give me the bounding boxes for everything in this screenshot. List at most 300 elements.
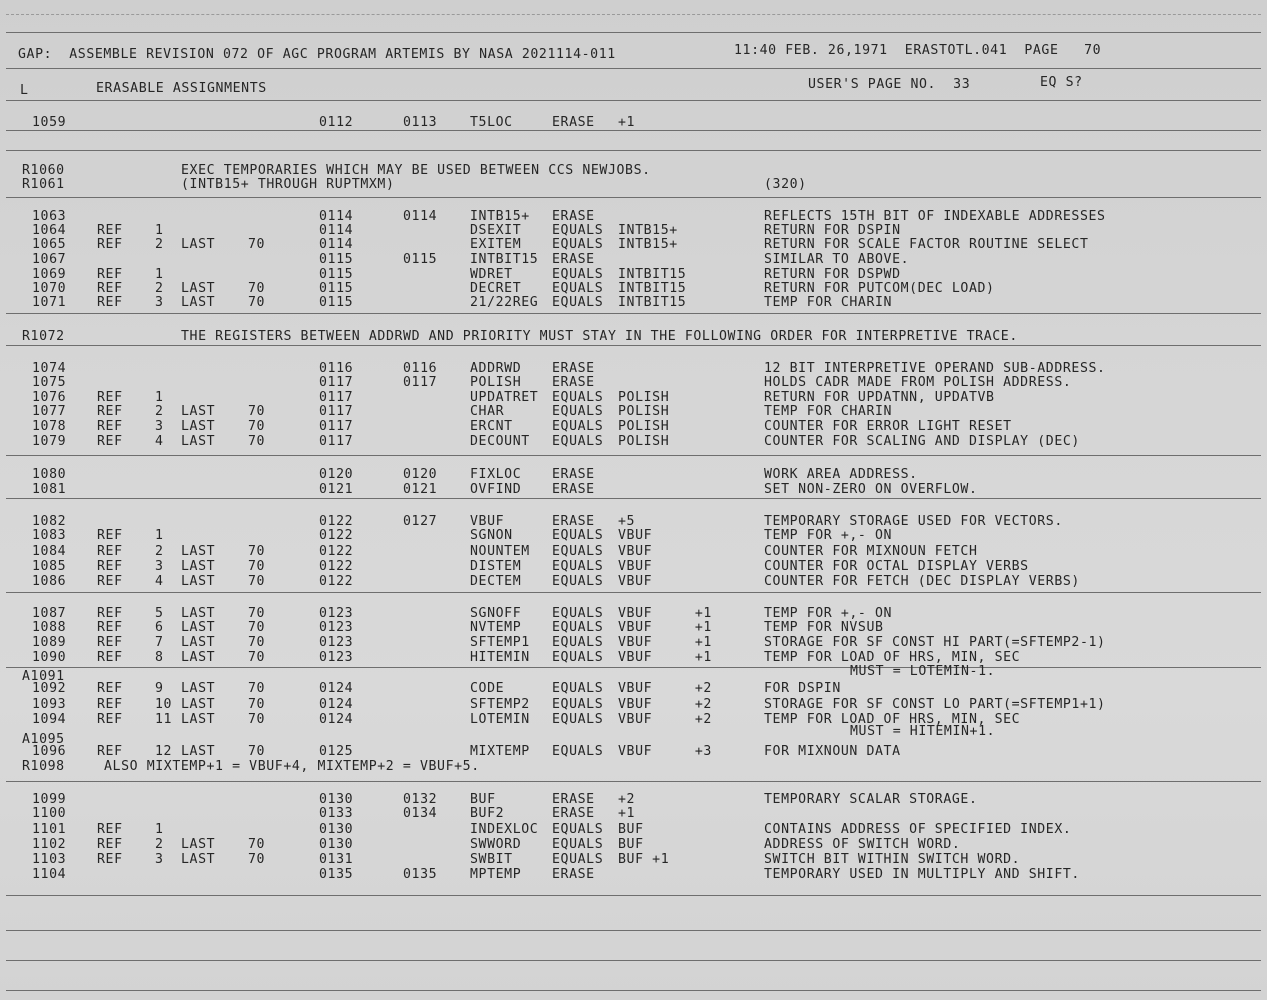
line-number: 1082 — [32, 514, 67, 529]
last-page: 70 — [248, 419, 266, 434]
address-end: 0116 — [403, 361, 438, 376]
last-label: LAST — [181, 419, 216, 434]
opcode: EQUALS — [552, 544, 604, 559]
ref-label: REF — [97, 559, 123, 574]
operand: BUF — [618, 837, 644, 852]
operand: +5 — [618, 514, 636, 529]
symbol: ADDRWD — [470, 361, 522, 376]
line-number: 1065 — [32, 237, 67, 252]
ref-label: REF — [97, 404, 123, 419]
opcode: EQUALS — [552, 681, 604, 696]
operand: VBUF +1 — [618, 606, 712, 621]
opcode: ERASE — [552, 806, 595, 821]
symbol: BUF — [470, 792, 496, 807]
address-end: 0121 — [403, 482, 438, 497]
ref-label: REF — [97, 822, 123, 837]
remark-text: THE REGISTERS BETWEEN ADDRWD AND PRIORITY MUST STAY IN THE FOLLOWING ORDER FOR INTERPRETIVE TRACE. — [181, 329, 1018, 344]
opcode: EQUALS — [552, 837, 604, 852]
opcode: ERASE — [552, 514, 595, 529]
last-page: 70 — [248, 281, 266, 296]
line-comment: TEMP FOR LOAD OF HRS, MIN, SEC — [764, 712, 1021, 727]
ref-count: 4 — [155, 574, 164, 589]
symbol: MPTEMP — [470, 867, 522, 882]
line-number: 1077 — [32, 404, 67, 419]
opcode: EQUALS — [552, 419, 604, 434]
last-page: 70 — [248, 574, 266, 589]
section-title: ERASABLE ASSIGNMENTS — [96, 81, 267, 96]
line-number: 1067 — [32, 252, 67, 267]
ref-count: 2 — [155, 281, 164, 296]
operand: VBUF +3 — [618, 744, 712, 759]
line-comment: RETURN FOR DSPWD — [764, 267, 901, 282]
line-comment: TEMP FOR LOAD OF HRS, MIN, SEC — [764, 650, 1021, 665]
line-number: 1069 — [32, 267, 67, 282]
line-number: 1080 — [32, 467, 67, 482]
line-comment: CONTAINS ADDRESS OF SPECIFIED INDEX. — [764, 822, 1072, 837]
last-label: LAST — [181, 635, 216, 650]
operand: VBUF — [618, 528, 653, 543]
line-number: 1078 — [32, 419, 67, 434]
last-label: LAST — [181, 744, 216, 759]
opcode: EQUALS — [552, 528, 604, 543]
ref-count: 3 — [155, 852, 164, 867]
opcode: ERASE — [552, 867, 595, 882]
symbol: BUF2 — [470, 806, 505, 821]
line-number: A1095 — [22, 732, 65, 747]
header-title: GAP: ASSEMBLE REVISION 072 OF AGC PROGRAM ARTEMIS BY NASA 2021114-011 — [18, 47, 616, 62]
ruled-line — [6, 68, 1261, 69]
listing-type: L — [20, 83, 29, 98]
opcode: EQUALS — [552, 559, 604, 574]
opcode: EQUALS — [552, 223, 604, 238]
address: 0115 — [319, 281, 354, 296]
address: 0116 — [319, 361, 354, 376]
line-number: 1074 — [32, 361, 67, 376]
address-end: 0132 — [403, 792, 438, 807]
ruled-line — [6, 150, 1261, 151]
ruled-line — [6, 100, 1261, 101]
address: 0123 — [319, 606, 354, 621]
opcode: ERASE — [552, 482, 595, 497]
ruled-line — [6, 960, 1261, 961]
address: 0117 — [319, 375, 354, 390]
ref-count: 5 — [155, 606, 164, 621]
operand: INTB15+ — [618, 223, 678, 238]
line-comment: RETURN FOR DSPIN — [764, 223, 901, 238]
opcode: ERASE — [552, 375, 595, 390]
line-number: 1101 — [32, 822, 67, 837]
line-comment: HOLDS CADR MADE FROM POLISH ADDRESS. — [764, 375, 1072, 390]
line-comment: SET NON-ZERO ON OVERFLOW. — [764, 482, 978, 497]
ref-label: REF — [97, 620, 123, 635]
operand: POLISH — [618, 434, 670, 449]
last-page: 70 — [248, 544, 266, 559]
address: 0112 — [319, 115, 354, 130]
symbol: WDRET — [470, 267, 513, 282]
address: 0122 — [319, 544, 354, 559]
ref-count: 2 — [155, 237, 164, 252]
line-number: 1092 — [32, 681, 67, 696]
line-comment: TEMP FOR +,- ON — [764, 528, 893, 543]
ref-count: 12 — [155, 744, 173, 759]
address: 0122 — [319, 528, 354, 543]
ref-label: REF — [97, 419, 123, 434]
line-number: 1075 — [32, 375, 67, 390]
ruled-line — [6, 781, 1261, 782]
remark-text: (INTB15+ THROUGH RUPTMXM) — [181, 177, 395, 192]
ruled-line — [6, 930, 1261, 931]
line-number: R1098 — [22, 759, 65, 774]
operand: POLISH — [618, 390, 670, 405]
line-number: R1060 — [22, 163, 65, 178]
line-number: 1071 — [32, 295, 67, 310]
address: 0131 — [319, 852, 354, 867]
address: 0135 — [319, 867, 354, 882]
line-comment: SWITCH BIT WITHIN SWITCH WORD. — [764, 852, 1021, 867]
address: 0115 — [319, 267, 354, 282]
opcode: EQUALS — [552, 822, 604, 837]
line-comment: SIMILAR TO ABOVE. — [764, 252, 910, 267]
opcode: ERASE — [552, 792, 595, 807]
last-label: LAST — [181, 544, 216, 559]
ref-label: REF — [97, 390, 123, 405]
operand: INTBIT15 — [618, 267, 687, 282]
last-page: 70 — [248, 606, 266, 621]
opcode: ERASE — [552, 467, 595, 482]
last-page: 70 — [248, 697, 266, 712]
line-number: 1059 — [32, 115, 67, 130]
ref-label: REF — [97, 223, 123, 238]
address-end: 0117 — [403, 375, 438, 390]
ref-label: REF — [97, 635, 123, 650]
symbol: T5LOC — [470, 115, 513, 130]
last-page: 70 — [248, 434, 266, 449]
symbol: 21/22REG — [470, 295, 539, 310]
symbol: UPDATRET — [470, 390, 539, 405]
ref-count: 3 — [155, 559, 164, 574]
address: 0125 — [319, 744, 354, 759]
ref-label: REF — [97, 837, 123, 852]
header-timestamp-page: 11:40 FEB. 26,1971 ERASTOTL.041 PAGE 70 — [734, 43, 1102, 58]
symbol: DECRET — [470, 281, 522, 296]
symbol: DISTEM — [470, 559, 522, 574]
opcode: EQUALS — [552, 574, 604, 589]
ref-count: 2 — [155, 837, 164, 852]
ref-label: REF — [97, 267, 123, 282]
operand: VBUF +1 — [618, 650, 712, 665]
opcode: EQUALS — [552, 267, 604, 282]
address: 0123 — [319, 650, 354, 665]
last-label: LAST — [181, 559, 216, 574]
line-number: 1079 — [32, 434, 67, 449]
opcode: ERASE — [552, 115, 595, 130]
line-comment: RETURN FOR PUTCOM(DEC LOAD) — [764, 281, 995, 296]
ref-count: 1 — [155, 223, 164, 238]
symbol: HITEMIN — [470, 650, 530, 665]
operand: +1 — [618, 115, 636, 130]
operand: VBUF — [618, 559, 653, 574]
line-number: 1096 — [32, 744, 67, 759]
operand: BUF — [618, 822, 644, 837]
last-label: LAST — [181, 837, 216, 852]
address: 0122 — [319, 574, 354, 589]
remark-text: EXEC TEMPORARIES WHICH MAY BE USED BETWEEN CCS NEWJOBS. — [181, 163, 651, 178]
line-comment: ADDRESS OF SWITCH WORD. — [764, 837, 961, 852]
line-comment: COUNTER FOR ERROR LIGHT RESET — [764, 419, 1012, 434]
line-number: 1090 — [32, 650, 67, 665]
last-page: 70 — [248, 635, 266, 650]
symbol: INTBIT15 — [470, 252, 539, 267]
address: 0117 — [319, 390, 354, 405]
operand: VBUF — [618, 544, 653, 559]
ref-count: 1 — [155, 267, 164, 282]
opcode: ERASE — [552, 361, 595, 376]
last-label: LAST — [181, 404, 216, 419]
operand: +2 — [618, 792, 636, 807]
line-comment: TEMP FOR CHARIN — [764, 295, 893, 310]
line-number: 1087 — [32, 606, 67, 621]
operand: BUF +1 — [618, 852, 670, 867]
line-number: 1064 — [32, 223, 67, 238]
operand: VBUF +2 — [618, 697, 712, 712]
ruled-line — [6, 455, 1261, 456]
symbol: DECOUNT — [470, 434, 530, 449]
operand: +1 — [618, 806, 636, 821]
ref-label: REF — [97, 852, 123, 867]
ref-count: 10 — [155, 697, 173, 712]
operand: VBUF +2 — [618, 712, 712, 727]
line-comment: (320) — [764, 177, 807, 192]
symbol: DECTEM — [470, 574, 522, 589]
line-comment: TEMPORARY STORAGE USED FOR VECTORS. — [764, 514, 1063, 529]
opcode: EQUALS — [552, 606, 604, 621]
opcode: EQUALS — [552, 404, 604, 419]
opcode: EQUALS — [552, 620, 604, 635]
opcode: EQUALS — [552, 712, 604, 727]
ref-label: REF — [97, 281, 123, 296]
last-page: 70 — [248, 237, 266, 252]
last-label: LAST — [181, 606, 216, 621]
line-number: 1086 — [32, 574, 67, 589]
last-label: LAST — [181, 434, 216, 449]
opcode: EQUALS — [552, 281, 604, 296]
symbol: CHAR — [470, 404, 505, 419]
last-label: LAST — [181, 712, 216, 727]
symbol: SFTEMP1 — [470, 635, 530, 650]
address: 0114 — [319, 223, 354, 238]
symbol: ERCNT — [470, 419, 513, 434]
operand: POLISH — [618, 404, 670, 419]
line-comment: COUNTER FOR FETCH (DEC DISPLAY VERBS) — [764, 574, 1080, 589]
line-number: 1070 — [32, 281, 67, 296]
last-label: LAST — [181, 697, 216, 712]
address-end: 0134 — [403, 806, 438, 821]
operand: VBUF — [618, 574, 653, 589]
line-number: 1085 — [32, 559, 67, 574]
symbol: SGNON — [470, 528, 513, 543]
symbol: SGNOFF — [470, 606, 522, 621]
line-comment: FOR DSPIN — [764, 681, 841, 696]
address: 0120 — [319, 467, 354, 482]
symbol: SWBIT — [470, 852, 513, 867]
opcode: EQUALS — [552, 390, 604, 405]
ruled-line — [6, 895, 1261, 896]
line-number: 1083 — [32, 528, 67, 543]
line-comment: 12 BIT INTERPRETIVE OPERAND SUB-ADDRESS. — [764, 361, 1106, 376]
address: 0124 — [319, 681, 354, 696]
symbol: CODE — [470, 681, 505, 696]
line-comment: STORAGE FOR SF CONST LO PART(=SFTEMP1+1) — [764, 697, 1106, 712]
last-label: LAST — [181, 852, 216, 867]
line-number: 1088 — [32, 620, 67, 635]
line-number: R1072 — [22, 329, 65, 344]
address: 0130 — [319, 792, 354, 807]
symbol: OVFIND — [470, 482, 522, 497]
last-label: LAST — [181, 281, 216, 296]
ref-count: 4 — [155, 434, 164, 449]
opcode: EQUALS — [552, 237, 604, 252]
line-comment: COUNTER FOR MIXNOUN FETCH — [764, 544, 978, 559]
comment-continuation: MUST = LOTEMIN-1. — [850, 664, 996, 679]
address: 0115 — [319, 252, 354, 267]
address-end: 0135 — [403, 867, 438, 882]
symbol: FIXLOC — [470, 467, 522, 482]
ruled-line — [6, 32, 1261, 33]
line-comment: TEMP FOR CHARIN — [764, 404, 893, 419]
line-comment: REFLECTS 15TH BIT OF INDEXABLE ADDRESSES — [764, 209, 1106, 224]
ref-label: REF — [97, 606, 123, 621]
last-label: LAST — [181, 681, 216, 696]
last-page: 70 — [248, 681, 266, 696]
last-page: 70 — [248, 837, 266, 852]
line-number: 1081 — [32, 482, 67, 497]
ref-label: REF — [97, 434, 123, 449]
comment-continuation: MUST = HITEMIN+1. — [850, 724, 996, 739]
ruled-line — [6, 130, 1261, 131]
ruled-line — [6, 313, 1261, 314]
symbol: DSEXIT — [470, 223, 522, 238]
line-comment: RETURN FOR SCALE FACTOR ROUTINE SELECT — [764, 237, 1089, 252]
operand: INTBIT15 — [618, 295, 687, 310]
ref-label: REF — [97, 650, 123, 665]
ref-label: REF — [97, 237, 123, 252]
ref-count: 1 — [155, 390, 164, 405]
symbol: VBUF — [470, 514, 505, 529]
address: 0117 — [319, 434, 354, 449]
line-number: 1089 — [32, 635, 67, 650]
address: 0122 — [319, 514, 354, 529]
line-number: 1084 — [32, 544, 67, 559]
address: 0114 — [319, 237, 354, 252]
address: 0123 — [319, 635, 354, 650]
ref-count: 9 — [155, 681, 164, 696]
address: 0117 — [319, 419, 354, 434]
symbol: NVTEMP — [470, 620, 522, 635]
symbol: LOTEMIN — [470, 712, 530, 727]
last-page: 70 — [248, 404, 266, 419]
line-comment: TEMP FOR +,- ON — [764, 606, 893, 621]
last-page: 70 — [248, 712, 266, 727]
line-comment: FOR MIXNOUN DATA — [764, 744, 901, 759]
line-number: 1093 — [32, 697, 67, 712]
address-end: 0113 — [403, 115, 438, 130]
line-comment: WORK AREA ADDRESS. — [764, 467, 918, 482]
address: 0122 — [319, 559, 354, 574]
address: 0133 — [319, 806, 354, 821]
symbol: NOUNTEM — [470, 544, 530, 559]
ref-label: REF — [97, 681, 123, 696]
symbol: INTB15+ — [470, 209, 530, 224]
ruled-line — [6, 498, 1261, 499]
symbol: EXITEM — [470, 237, 522, 252]
ref-label: REF — [97, 528, 123, 543]
last-page: 70 — [248, 620, 266, 635]
opcode: EQUALS — [552, 744, 604, 759]
opcode: EQUALS — [552, 635, 604, 650]
operand: VBUF +1 — [618, 620, 712, 635]
symbol: SWWORD — [470, 837, 522, 852]
line-number: 1104 — [32, 867, 67, 882]
line-number: A1091 — [22, 669, 65, 684]
address: 0124 — [319, 712, 354, 727]
ruled-line — [6, 345, 1261, 346]
address: 0114 — [319, 209, 354, 224]
line-comment: COUNTER FOR SCALING AND DISPLAY (DEC) — [764, 434, 1080, 449]
opcode: ERASE — [552, 252, 595, 267]
last-label: LAST — [181, 620, 216, 635]
ruled-line — [6, 990, 1261, 991]
address: 0117 — [319, 404, 354, 419]
last-page: 70 — [248, 295, 266, 310]
dashed-line — [6, 14, 1261, 15]
ref-count: 3 — [155, 419, 164, 434]
line-number: 1094 — [32, 712, 67, 727]
address-end: 0120 — [403, 467, 438, 482]
last-label: LAST — [181, 295, 216, 310]
operand: INTBIT15 — [618, 281, 687, 296]
ruled-line — [6, 592, 1261, 593]
symbol: INDEXLOC — [470, 822, 539, 837]
last-label: LAST — [181, 574, 216, 589]
line-comment: TEMPORARY USED IN MULTIPLY AND SHIFT. — [764, 867, 1080, 882]
opcode: EQUALS — [552, 697, 604, 712]
symbol: POLISH — [470, 375, 522, 390]
ref-label: REF — [97, 744, 123, 759]
opcode: EQUALS — [552, 650, 604, 665]
line-number: 1099 — [32, 792, 67, 807]
opcode: EQUALS — [552, 434, 604, 449]
remark-text: ALSO MIXTEMP+1 = VBUF+4, MIXTEMP+2 = VBUF+5. — [104, 759, 480, 774]
last-label: LAST — [181, 650, 216, 665]
ref-count: 11 — [155, 712, 173, 727]
ref-label: REF — [97, 574, 123, 589]
ref-count: 8 — [155, 650, 164, 665]
ref-count: 1 — [155, 822, 164, 837]
ruled-line — [6, 197, 1261, 198]
address: 0115 — [319, 295, 354, 310]
line-number: 1100 — [32, 806, 67, 821]
last-page: 70 — [248, 744, 266, 759]
opcode: EQUALS — [552, 295, 604, 310]
opcode: ERASE — [552, 209, 595, 224]
address: 0130 — [319, 822, 354, 837]
ref-count: 2 — [155, 404, 164, 419]
address: 0130 — [319, 837, 354, 852]
ref-count: 2 — [155, 544, 164, 559]
line-comment: STORAGE FOR SF CONST HI PART(=SFTEMP2-1) — [764, 635, 1106, 650]
address: 0124 — [319, 697, 354, 712]
ref-label: REF — [97, 712, 123, 727]
